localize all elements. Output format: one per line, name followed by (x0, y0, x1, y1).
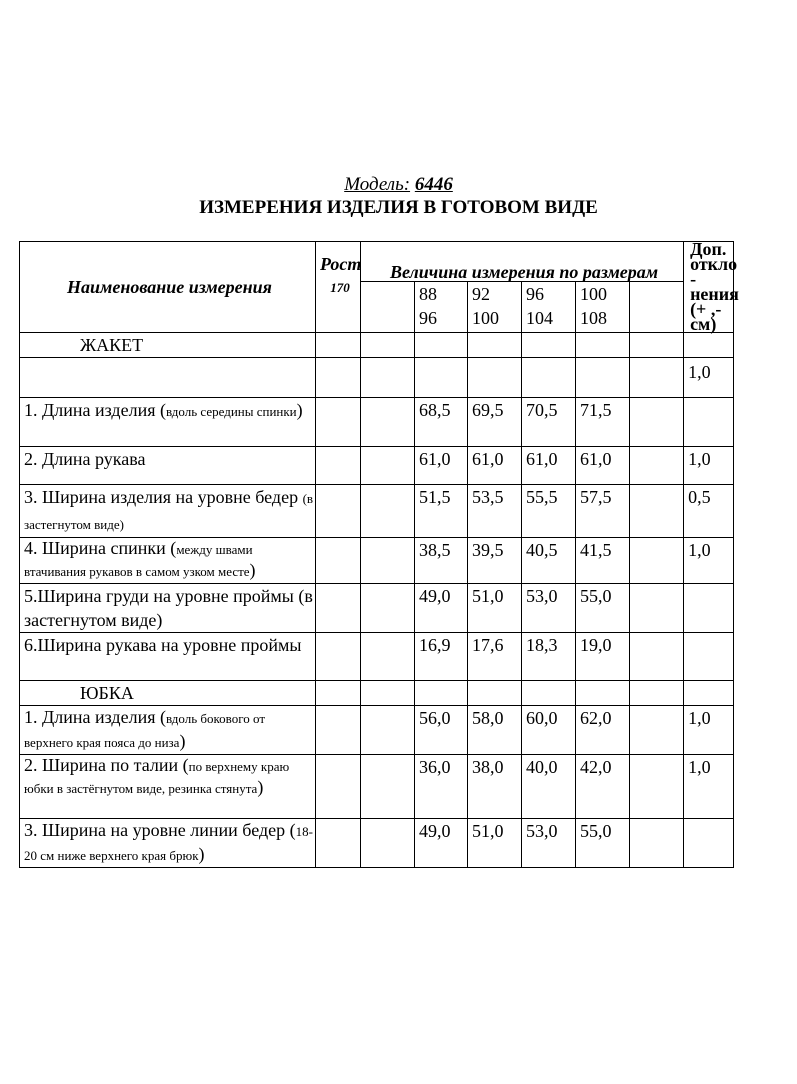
size-col-2 (468, 281, 522, 332)
header-sizes: Величина измерения по размерам (361, 242, 684, 282)
value-cell: 42,0 (576, 755, 630, 819)
row-label: 3. Ширина изделия на уровне бедер (в застегнутом виде) (20, 485, 316, 538)
value-cell: 56,0 (415, 706, 468, 755)
value-cell: 49,0 (415, 584, 468, 633)
table-row (20, 819, 734, 868)
table-row (20, 706, 734, 755)
value-cell: 49,0 (415, 819, 468, 868)
size-col-1 (415, 281, 468, 332)
table-row (20, 485, 734, 538)
value-cell: 53,0 (522, 584, 576, 633)
table-row (20, 633, 734, 681)
value-cell: 55,5 (522, 485, 576, 538)
row-label: 4. Ширина спинки (между швами втачивания рукавов в самом узком месте) (20, 538, 316, 584)
size-top: 96 (526, 283, 544, 304)
value-cell: 19,0 (576, 633, 630, 681)
table-row (20, 755, 734, 819)
size-bottom: 104 (526, 307, 553, 328)
value-cell: 38,5 (415, 538, 468, 584)
deviation-cell: 1,0 (684, 706, 734, 755)
row-label: 2. Длина рукава (20, 447, 316, 485)
table-row (20, 584, 734, 633)
header-rost-label: Рост (320, 254, 362, 274)
value-cell: 53,0 (522, 819, 576, 868)
value-cell: 40,0 (522, 755, 576, 819)
row-label: 2. Ширина по талии (по верхнему краю юбки в застёгнутом виде, резинка стянута) (20, 755, 316, 819)
model-label: Модель: (344, 174, 411, 195)
value-cell: 16,9 (415, 633, 468, 681)
value-cell: 68,5 (415, 398, 468, 447)
size-col-4 (576, 281, 630, 332)
value-cell: 71,5 (576, 398, 630, 447)
document-title: ИЗМЕРЕНИЯ ИЗДЕЛИЯ В ГОТОВОМ ВИДЕ (199, 197, 598, 218)
header-deviation: Доп. откло - нения (+ ,- см) (684, 242, 734, 333)
model-number: 6446 (414, 174, 453, 195)
section-skirt: ЮБКА (20, 681, 316, 706)
deviation-cell: 0,5 (684, 485, 734, 538)
value-cell: 55,0 (576, 819, 630, 868)
size-bottom: 100 (472, 307, 499, 328)
table-row (20, 398, 734, 447)
deviation-cell: 1,0 (684, 447, 734, 485)
header-rost (316, 242, 361, 333)
deviation-cell (684, 584, 734, 633)
header-measurement-name: Наименование измерения (20, 242, 316, 333)
row-label: 3. Ширина на уровне линии бедер (18-20 см ниже верхнего края брюк) (20, 819, 316, 868)
row-label: 1. Длина изделия (вдоль середины спинки) (20, 398, 316, 447)
value-cell: 61,0 (468, 447, 522, 485)
value-cell: 57,5 (576, 485, 630, 538)
measurements-table (19, 239, 739, 868)
value-cell: 36,0 (415, 755, 468, 819)
value-cell: 53,5 (468, 485, 522, 538)
value-cell: 51,0 (468, 584, 522, 633)
deviation-cell (684, 633, 734, 681)
size-blank-cell (630, 281, 684, 332)
value-cell: 70,5 (522, 398, 576, 447)
value-cell: 60,0 (522, 706, 576, 755)
value-cell: 38,0 (468, 755, 522, 819)
value-cell: 17,6 (468, 633, 522, 681)
size-col-3 (522, 281, 576, 332)
value-cell: 62,0 (576, 706, 630, 755)
value-cell: 61,0 (415, 447, 468, 485)
section-jacket: ЖАКЕТ (20, 333, 316, 358)
value-cell: 61,0 (522, 447, 576, 485)
table-row (20, 447, 734, 485)
size-blank-cell (361, 281, 415, 332)
jacket-deviation: 1,0 (684, 358, 734, 398)
value-cell: 61,0 (576, 447, 630, 485)
row-label: 6.Ширина рукава на уровне проймы (20, 633, 316, 681)
header-rost-value: 170 (330, 280, 350, 295)
value-cell: 40,5 (522, 538, 576, 584)
size-top: 92 (472, 283, 490, 304)
deviation-cell: 1,0 (684, 755, 734, 819)
value-cell: 51,5 (415, 485, 468, 538)
row-label: 5.Ширина груди на уровне проймы (в застегнутом виде) (20, 584, 316, 633)
size-bottom: 108 (580, 307, 607, 328)
value-cell: 58,0 (468, 706, 522, 755)
value-cell: 51,0 (468, 819, 522, 868)
size-top: 88 (419, 283, 437, 304)
value-cell: 18,3 (522, 633, 576, 681)
row-label: 1. Длина изделия (вдоль бокового от верхнего края пояса до низа) (20, 706, 316, 755)
deviation-cell (684, 398, 734, 447)
value-cell: 39,5 (468, 538, 522, 584)
model-line (0, 175, 797, 195)
deviation-cell (684, 819, 734, 868)
deviation-cell: 1,0 (684, 538, 734, 584)
value-cell: 69,5 (468, 398, 522, 447)
value-cell: 41,5 (576, 538, 630, 584)
value-cell: 55,0 (576, 584, 630, 633)
table-row (20, 538, 734, 584)
size-top: 100 (580, 283, 607, 304)
size-bottom: 96 (419, 307, 437, 328)
